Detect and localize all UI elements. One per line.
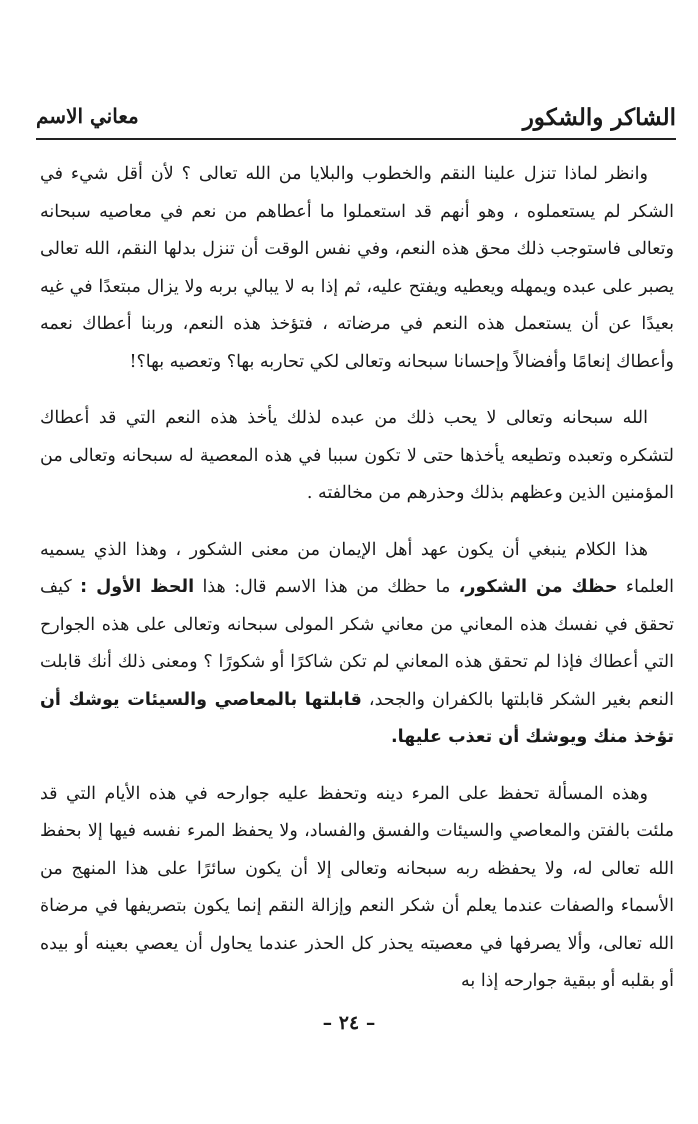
text-run: كيف تحقق في نفسك هذه المعاني من معاني شكر المولى سبحانه وتعالى على هذه الجوارح التي أعطاك فإذا لم تحقق هذه المعاني لم تكن شاكرًا أو شكورًا ؟ ومعنى ذلك أنك قابلت النعم بغير الشكر قابلتها بالكفران والجحد، [40,577,674,710]
running-header [36,100,676,140]
paragraph [40,400,674,513]
text-run: وهذه المسألة تحفظ على المرء دينه وتحفظ عليه جوارحه في هذه الأيام التي قد ملئت بالفتن والمعاصي والسيئات والفسق والفساد، ولا يحفظ المرء نفسه فيها إلا بحفظ الله تعالى له، ولا يحفظه ربه سبحانه وتعالى إلا أن يكون سائرًا على هذا المنهج من الأسماء والصفات عندما يعلم أن شكر النعم وإزالة النقم إنما يكون بتصريفها في مرضاة الله تعالى، وألا يصرفها في معصيته يحذر كل الحذر عندما يحاول أن يعصي بعينه أو بيده أو بقلبه أو ببقية جوارحه إذا به [40,783,674,991]
bold-phrase: قابلتها بالمعاصي والسيئات يوشك أن تؤخذ منك ويوشك أن تعذب عليها. [40,689,674,747]
paragraph [40,156,674,381]
bold-phrase: حظك من الشكور، [458,577,618,597]
book-title: الشاكر والشكور [522,104,676,131]
text-run: الله سبحانه وتعالى لا يحب ذلك من عبده لذلك يأخذ هذه النعم التي قد أعطاك لتشكره وتعبده وتطيعه يأخذها حتى لا تكون سببا في هذه المعصية له سبحانه وتعالى من المؤمنين الذين وعظهم بذلك وحذرهم من مخالفته . [40,408,674,503]
header-divider [36,138,676,140]
page-number: – ٢٤ – [322,1012,376,1034]
bold-phrase: الحظ الأول : [80,577,195,597]
body-text [40,156,674,1001]
paragraph [40,532,674,757]
chapter-title: معاني الاسم [36,104,139,128]
text-run: ما حظك من هذا الاسم قال: هذا [194,577,459,597]
text-run: وانظر لماذا تنزل علينا النقم والخطوب والبلايا من الله تعالى ؟ لأن أقل شيء في الشكر لم يستعملوه ، وهو أنهم قد استعملوا ما أعطاهم من نعم في معاصيه سبحانه وتعالى فاستوجب ذلك محق هذه النعم، وفي نفس الوقت أن تنزل بدلها النقم، الله تعالى يصبر على عبده ويمهله ويعطيه ويفتح عليه، ثم إذا به لا يبالي بربه ولا يزال مبتعدًا في غيه بعيدًا عن أن يستعمل هذه النعم في مرضاته ، فتؤخذ هذه النعم، وربنا أعطاك نعمه وأعطاك إنعامًا وأفضالاً وإحسانا سبحانه وتعالى لكي تحاربه بها؟ وتعصيه بها؟! [40,164,674,372]
text-run: هذا الكلام ينبغي أن يكون عهد أهل الإيمان من معنى الشكور ، وهذا الذي يسميه العلماء [40,539,674,597]
paragraph [40,776,674,1001]
